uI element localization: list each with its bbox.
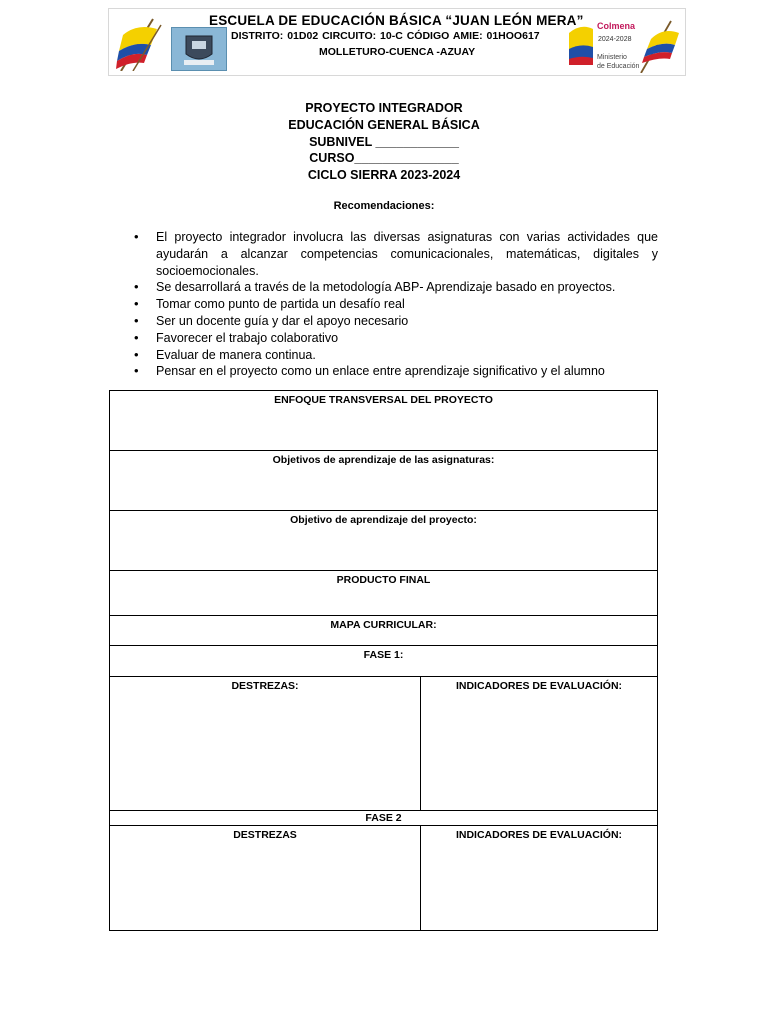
table-row-fase1 [110,646,657,677]
letterhead [108,8,686,76]
mapa-curricular-label: MAPA CURRICULAR: [330,619,437,631]
fase2-indicadores-label: INDICADORES DE EVALUACIÓN: [455,829,623,841]
svg-text:Colmena: Colmena [597,21,636,31]
title-subnivel: SUBNIVEL ____________ [309,134,459,149]
recommendations-list [134,229,658,380]
list-item: • Se desarrollará a través de la metodología ABP- Aprendizaje basado en proyectos. [134,279,658,296]
table-row-objetivo-proyecto [110,511,657,571]
table-row-producto-final [110,571,657,616]
svg-text:Ministerio: Ministerio [597,54,627,61]
table-row-mapa-curricular [110,616,657,646]
table-row-fase1-content [110,677,657,811]
list-item: • Evaluar de manera continua. [134,347,658,364]
title-ciclo: CICLO SIERRA 2023-2024 [307,168,461,183]
list-item: • Favorecer el trabajo colaborativo [134,330,658,347]
table-row-fase2-content [110,826,657,930]
table-row-objetivos-asignaturas [110,451,657,511]
fase2-destrezas-cell [110,826,421,930]
school-crest-icon [171,27,227,71]
recommendations-heading: Recomendaciones: [333,200,435,212]
title-curso: CURSO_______________ [309,151,459,166]
fase1-indicadores-label: INDICADORES DE EVALUACIÓN: [455,680,623,692]
school-location: MOLLETURO-CUENCA -AZUAY [319,46,476,58]
fase2-label: FASE 2 [365,812,402,824]
school-district-info: DISTRITO: 01D02 CIRCUITO: 10-C CÓDIGO AMIE: 01HOO617 [231,30,540,42]
fase2-destrezas-label: DESTREZAS [233,829,297,841]
list-item: • El proyecto integrador involucra las diversas asignaturas con varias actividades que ayudarán a alcanzar competencias comunicacionales, matemáticas, digitales y socioemocionales. [134,229,658,279]
list-item: • Pensar en el proyecto como un enlace entre aprendizaje significativo y el alumno [134,363,658,380]
fase1-destrezas-label: DESTREZAS: [231,680,299,692]
ministry-logo-icon [567,15,681,73]
svg-text:2024-2028: 2024-2028 [598,36,632,43]
ecuador-flag-icon [113,15,165,71]
fase1-destrezas-cell [110,677,421,810]
fase2-indicadores-cell [421,826,657,930]
title-project: PROYECTO INTEGRADOR [305,101,463,115]
project-table [109,390,658,931]
table-row-enfoque [110,391,657,451]
enfoque-label: ENFOQUE TRANSVERSAL DEL PROYECTO [274,394,493,406]
fase1-label: FASE 1: [363,649,404,661]
producto-final-label: PRODUCTO FINAL [336,574,431,586]
school-name: ESCUELA DE EDUCACIÓN BÁSICA “JUAN LEÓN MERA” [209,13,584,28]
fase1-indicadores-cell [421,677,657,810]
objetivo-proyecto-label: Objetivo de aprendizaje del proyecto: [290,514,477,526]
svg-text:de Educación: de Educación [597,63,640,70]
list-item: • Tomar como punto de partida un desafío real [134,296,658,313]
objetivos-asignaturas-label: Objetivos de aprendizaje de las asignaturas: [272,454,495,466]
table-row-fase2 [110,811,657,826]
title-level: EDUCACIÓN GENERAL BÁSICA [288,117,480,132]
list-item: • Ser un docente guía y dar el apoyo necesario [134,313,658,330]
document-title [0,100,768,184]
